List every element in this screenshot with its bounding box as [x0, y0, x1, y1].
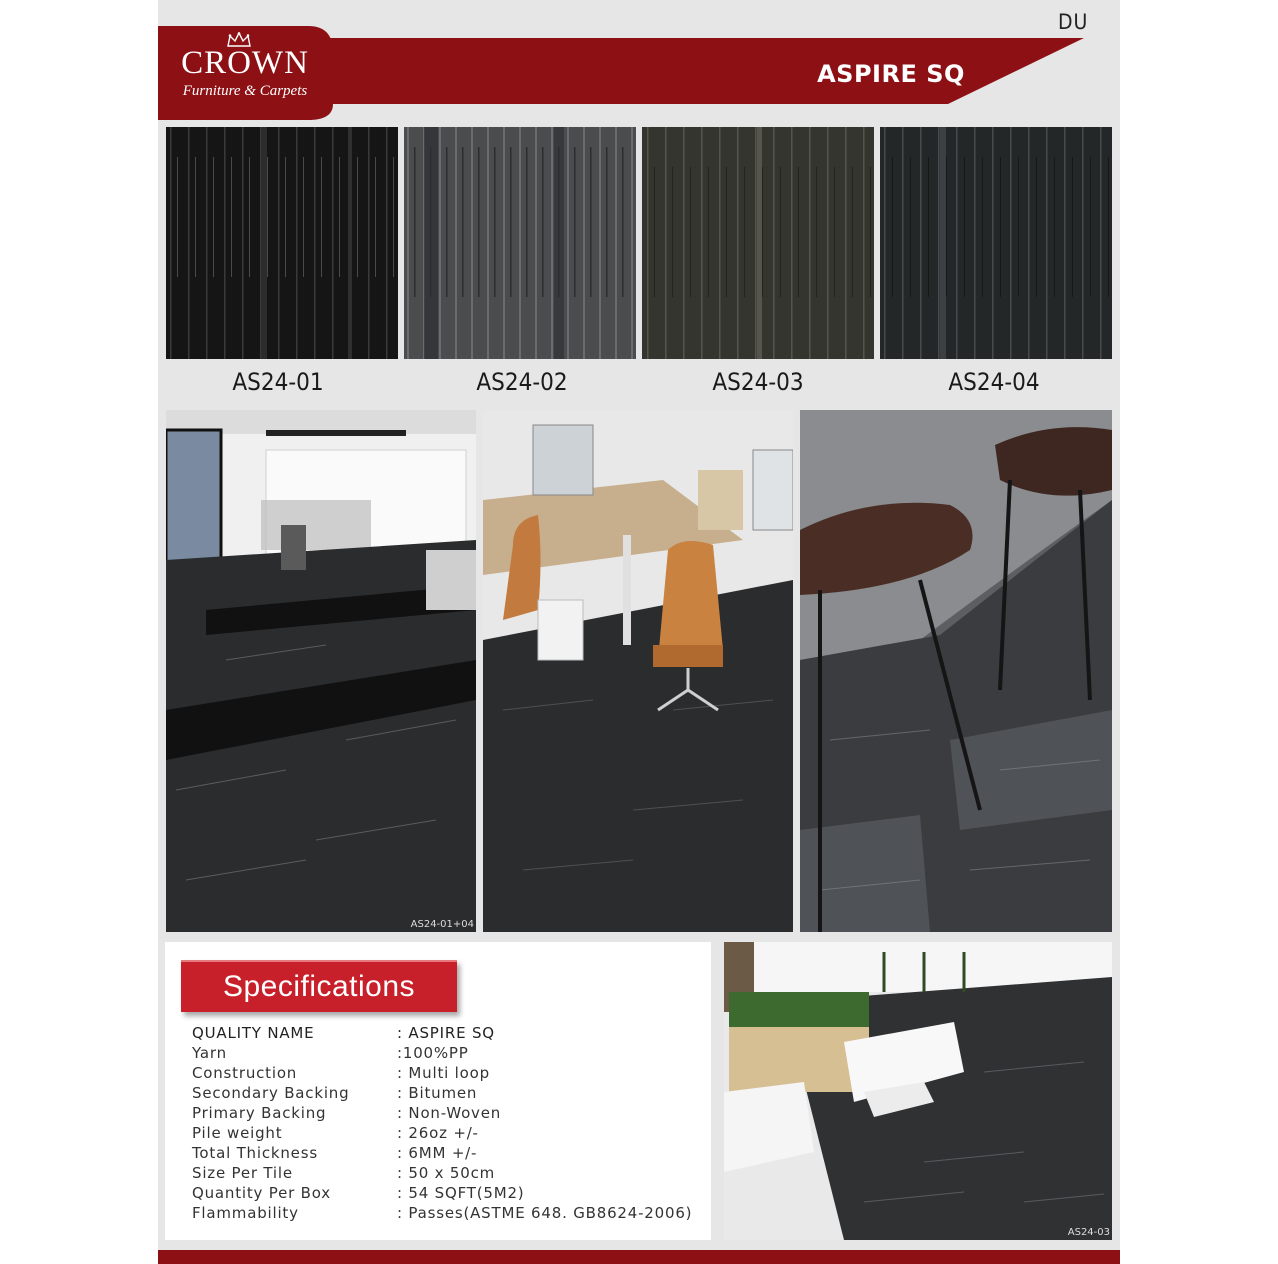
desk-area-image: [483, 410, 793, 932]
spec-value: : Passes(ASTME 648. GB8624-2006): [397, 1204, 693, 1222]
catalog-page: [158, 0, 1120, 1264]
spec-key: Secondary Backing: [192, 1084, 350, 1102]
swatch-label-as24-02: AS24-02: [476, 368, 568, 396]
spec-key: Construction: [192, 1064, 298, 1082]
crown-icon: [226, 32, 252, 48]
lounge-image: [724, 942, 1112, 1240]
spec-key: Pile weight: [192, 1124, 283, 1142]
brand-logo: [170, 36, 320, 108]
photo-tag-as24-03: AS24-03: [1067, 1227, 1110, 1238]
spec-value: :100%PP: [397, 1044, 469, 1062]
photo-tag-as24-01-04: AS24-01+04: [410, 919, 474, 930]
photo-bar-stools: [800, 410, 1112, 932]
spec-row-construction: [192, 1064, 712, 1084]
swatch-as24-03: [642, 127, 874, 359]
swatch-label-as24-04: AS24-04: [948, 368, 1040, 396]
swatch-label-as24-03: AS24-03: [712, 368, 804, 396]
office-room-image: [166, 410, 476, 932]
spec-value: : 54 SQFT(5M2): [397, 1184, 525, 1202]
spec-row-quantity-per-box: [192, 1184, 712, 1204]
spec-row-total-thickness: [192, 1144, 712, 1164]
spec-row-primary-backing: [192, 1104, 712, 1124]
spec-value: : Bitumen: [397, 1084, 478, 1102]
spec-key: Flammability: [192, 1204, 299, 1222]
page-corner-code: DU: [1058, 10, 1089, 34]
spec-key: Yarn: [192, 1044, 227, 1062]
specifications-panel: [165, 942, 711, 1240]
bar-stools-image: [800, 410, 1112, 932]
spec-value: : Multi loop: [397, 1064, 490, 1082]
footer-bar: [158, 1250, 1120, 1264]
swatch-as24-01: [166, 127, 398, 359]
spec-value: : 6MM +/-: [397, 1144, 478, 1162]
spec-row-flammability: [192, 1204, 712, 1224]
spec-key: Total Thickness: [192, 1144, 318, 1162]
photo-desk-area: [483, 410, 793, 932]
brand-name: CROWN: [181, 45, 309, 81]
specifications-heading-text: Specifications: [222, 970, 416, 1003]
swatch-as24-02: [404, 127, 636, 359]
spec-row-yarn: [192, 1044, 712, 1064]
spec-key: Size Per Tile: [192, 1164, 293, 1182]
product-title: ASPIRE SQ: [817, 60, 965, 88]
spec-row-size-per-tile: [192, 1164, 712, 1184]
spec-value: : Non-Woven: [397, 1104, 502, 1122]
spec-value: : ASPIRE SQ: [397, 1024, 495, 1042]
spec-row-quality-name: [192, 1024, 712, 1044]
photo-lounge: [724, 942, 1112, 1240]
swatch-label-as24-01: AS24-01: [232, 368, 324, 396]
spec-value: : 26oz +/-: [397, 1124, 479, 1142]
spec-key: QUALITY NAME: [192, 1024, 315, 1042]
spec-key: Primary Backing: [192, 1104, 327, 1122]
photo-office-room: [166, 410, 476, 932]
brand-tagline: Furniture & Carpets: [182, 83, 308, 99]
spec-row-pile-weight: [192, 1124, 712, 1144]
swatch-as24-04: [880, 127, 1112, 359]
spec-key: Quantity Per Box: [192, 1184, 331, 1202]
spec-row-secondary-backing: [192, 1084, 712, 1104]
specifications-heading: [181, 960, 457, 1012]
spec-value: : 50 x 50cm: [397, 1164, 496, 1182]
